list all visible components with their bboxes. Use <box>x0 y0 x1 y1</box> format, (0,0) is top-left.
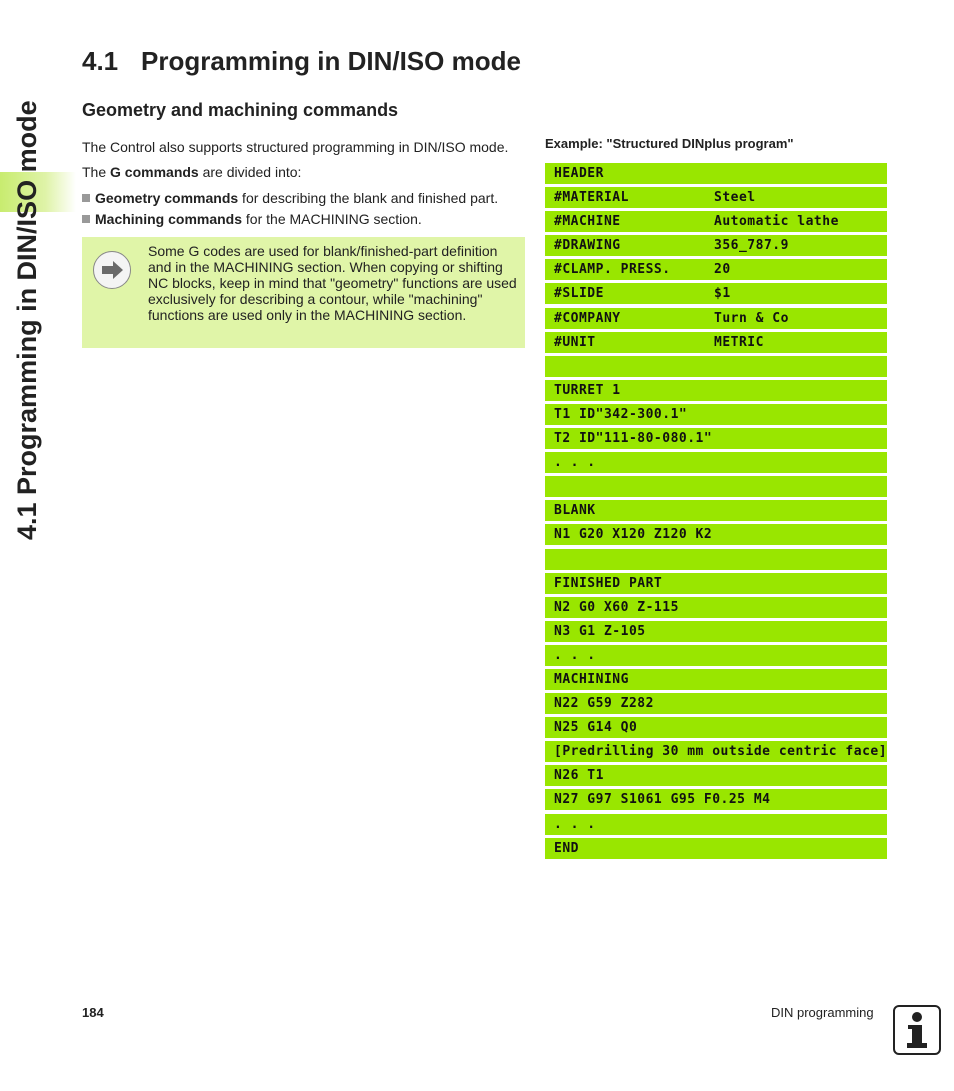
code-keyword: #DRAWING <box>554 238 621 254</box>
code-keyword: BLANK <box>554 503 596 519</box>
code-row <box>545 765 887 786</box>
arrow-right-icon <box>93 251 131 289</box>
example-title: Example: "Structured DINplus program" <box>545 136 794 151</box>
bullet-square-icon <box>82 215 90 223</box>
code-keyword: . . . <box>554 455 596 471</box>
code-value: Automatic lathe <box>714 214 839 230</box>
code-keyword: N22 G59 Z282 <box>554 696 654 712</box>
code-value: 356_787.9 <box>714 238 789 254</box>
code-row <box>545 669 887 690</box>
code-row <box>545 308 887 329</box>
code-row <box>545 717 887 738</box>
code-value: Turn & Co <box>714 310 789 326</box>
code-keyword: #MACHINE <box>554 214 621 230</box>
footer-label: DIN programming <box>771 1005 874 1020</box>
code-keyword: [Predrilling 30 mm outside centric face] <box>554 744 888 760</box>
code-keyword: T1 ID"342-300.1" <box>554 406 688 422</box>
code-keyword: #COMPANY <box>554 310 621 326</box>
code-row <box>545 573 887 594</box>
code-row <box>545 356 887 377</box>
code-row <box>545 187 887 208</box>
code-keyword: N2 G0 X60 Z-115 <box>554 599 679 615</box>
note-text: Some G codes are used for blank/finished-part definition and in the MACHINING section. When copying or shifting NC blocks, keep in mind that "geometry" functions are used exclusively for describing a contour, while "machining" functions are used only in the MACHINING section. <box>148 243 517 323</box>
subsection-title: Geometry and machining commands <box>82 100 399 120</box>
bullet-square-icon <box>82 194 90 202</box>
code-row <box>545 645 887 666</box>
code-value: $1 <box>714 286 731 302</box>
code-row <box>545 428 887 449</box>
code-keyword: N25 G14 Q0 <box>554 720 638 736</box>
section-heading: Programming in DIN/ISO mode <box>141 46 521 76</box>
bullet-geometry: Geometry commands for describing the blank and finished part. <box>82 190 498 206</box>
code-keyword: #MATERIAL <box>554 190 629 206</box>
code-row <box>545 476 887 497</box>
code-value: 20 <box>714 262 731 278</box>
code-row <box>545 163 887 184</box>
code-keyword: #CLAMP. PRESS. <box>554 262 671 278</box>
code-value: Steel <box>714 190 756 206</box>
code-row <box>545 283 887 304</box>
code-example-table <box>545 163 887 862</box>
code-keyword: END <box>554 840 579 856</box>
code-row <box>545 814 887 835</box>
code-keyword: T2 ID"111-80-080.1" <box>554 431 713 447</box>
intro-line: The Control also supports structured programming in DIN/ISO mode. <box>82 139 509 155</box>
code-keyword: N26 T1 <box>554 768 604 784</box>
code-keyword: TURRET 1 <box>554 382 621 398</box>
code-value: METRIC <box>714 334 764 350</box>
code-keyword: . . . <box>554 816 596 832</box>
code-row <box>545 549 887 570</box>
code-row <box>545 741 887 762</box>
code-row <box>545 452 887 473</box>
note-box <box>82 237 525 348</box>
code-row <box>545 621 887 642</box>
section-number: 4.1 <box>82 46 119 76</box>
code-keyword: MACHINING <box>554 671 629 687</box>
code-row <box>545 789 887 810</box>
section-title <box>82 46 521 77</box>
page-number: 184 <box>82 1005 104 1020</box>
code-row <box>545 235 887 256</box>
code-row <box>545 211 887 232</box>
code-keyword: #UNIT <box>554 334 596 350</box>
intro-g-commands-line: The G commands are divided into: <box>82 164 302 180</box>
code-row <box>545 693 887 714</box>
code-keyword: HEADER <box>554 166 604 181</box>
code-row <box>545 500 887 521</box>
code-row <box>545 380 887 401</box>
code-keyword: #SLIDE <box>554 286 604 302</box>
code-row <box>545 404 887 425</box>
code-row <box>545 597 887 618</box>
code-keyword: N1 G20 X120 Z120 K2 <box>554 527 713 543</box>
info-icon <box>893 1005 941 1055</box>
code-row <box>545 332 887 353</box>
code-row <box>545 259 887 280</box>
code-keyword: . . . <box>554 647 596 663</box>
code-row <box>545 524 887 545</box>
code-keyword: N3 G1 Z-105 <box>554 623 646 639</box>
code-row <box>545 838 887 859</box>
code-keyword: FINISHED PART <box>554 575 663 591</box>
bullet-machining: Machining commands for the MACHINING section. <box>82 211 422 227</box>
code-keyword: N27 G97 S1061 G95 F0.25 M4 <box>554 792 771 808</box>
